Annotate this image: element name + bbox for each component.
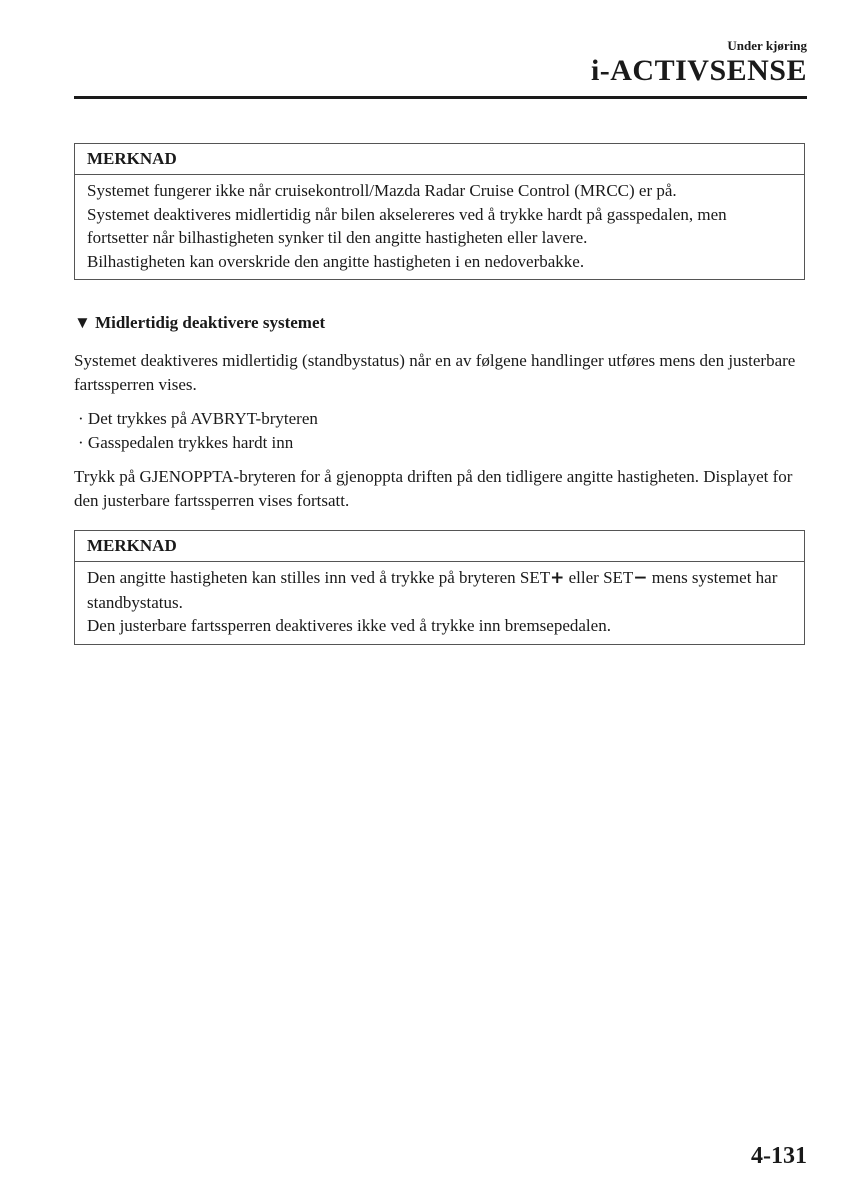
- note-box-2: [74, 530, 805, 645]
- note-box-1: [74, 143, 805, 280]
- note-line: Bilhastigheten kan overskride den angitte hastigheten i en nedoverbakke.: [87, 251, 585, 271]
- note-line: Systemet deaktiveres midlertidig når bilen akselereres ved å trykke hardt på gasspedalen, men fortsetter når bilhastigheten synker til den angitte hastigheten eller lavere.: [87, 204, 727, 247]
- note-heading: MERKNAD: [75, 144, 804, 175]
- note-text: Den angitte hastigheten kan stilles inn ved å trykke på bryteren SET: [87, 568, 551, 587]
- header-section-label: Under kjøring: [727, 38, 807, 53]
- list-item: · Gasspedalen trykkes hardt inn: [78, 432, 294, 452]
- page-number: 4-131: [751, 1143, 807, 1169]
- section-heading: [74, 313, 325, 333]
- note-text: mens systemet har standbystatus.: [87, 568, 778, 612]
- plus-symbol: +: [550, 568, 565, 588]
- triangle-down-icon: ▼: [74, 313, 91, 332]
- section-resume: Trykk på GJENOPPTA-bryteren for å gjenoppta driften på den tidligere angitte hastigheten. Displayet for den justerbare fartssperren vises fortsatt.: [74, 467, 793, 510]
- note-heading: MERKNAD: [75, 531, 804, 562]
- note-body: [75, 562, 804, 644]
- section-heading-text: Midlertidig deaktivere systemet: [95, 313, 326, 332]
- note-text: eller SET: [564, 568, 634, 587]
- note-line: [87, 566, 792, 614]
- note-body: [75, 175, 804, 279]
- section-intro: Systemet deaktiveres midlertidig (standbystatus) når en av følgene handlinger utføres mens den justerbare fartssperren vises.: [74, 351, 796, 394]
- header-rule: [74, 96, 807, 99]
- bullet-list: [78, 407, 318, 454]
- header-title: i-ACTIVSENSE: [590, 54, 807, 87]
- note-line: Systemet fungerer ikke når cruisekontroll/Mazda Radar Cruise Control (MRCC) er på.: [87, 181, 677, 200]
- note-line: Den justerbare fartssperren deaktiveres ikke ved å trykke inn bremsepedalen.: [87, 616, 611, 635]
- list-item: · Det trykkes på AVBRYT-bryteren: [78, 409, 318, 428]
- minus-symbol: −: [633, 568, 648, 588]
